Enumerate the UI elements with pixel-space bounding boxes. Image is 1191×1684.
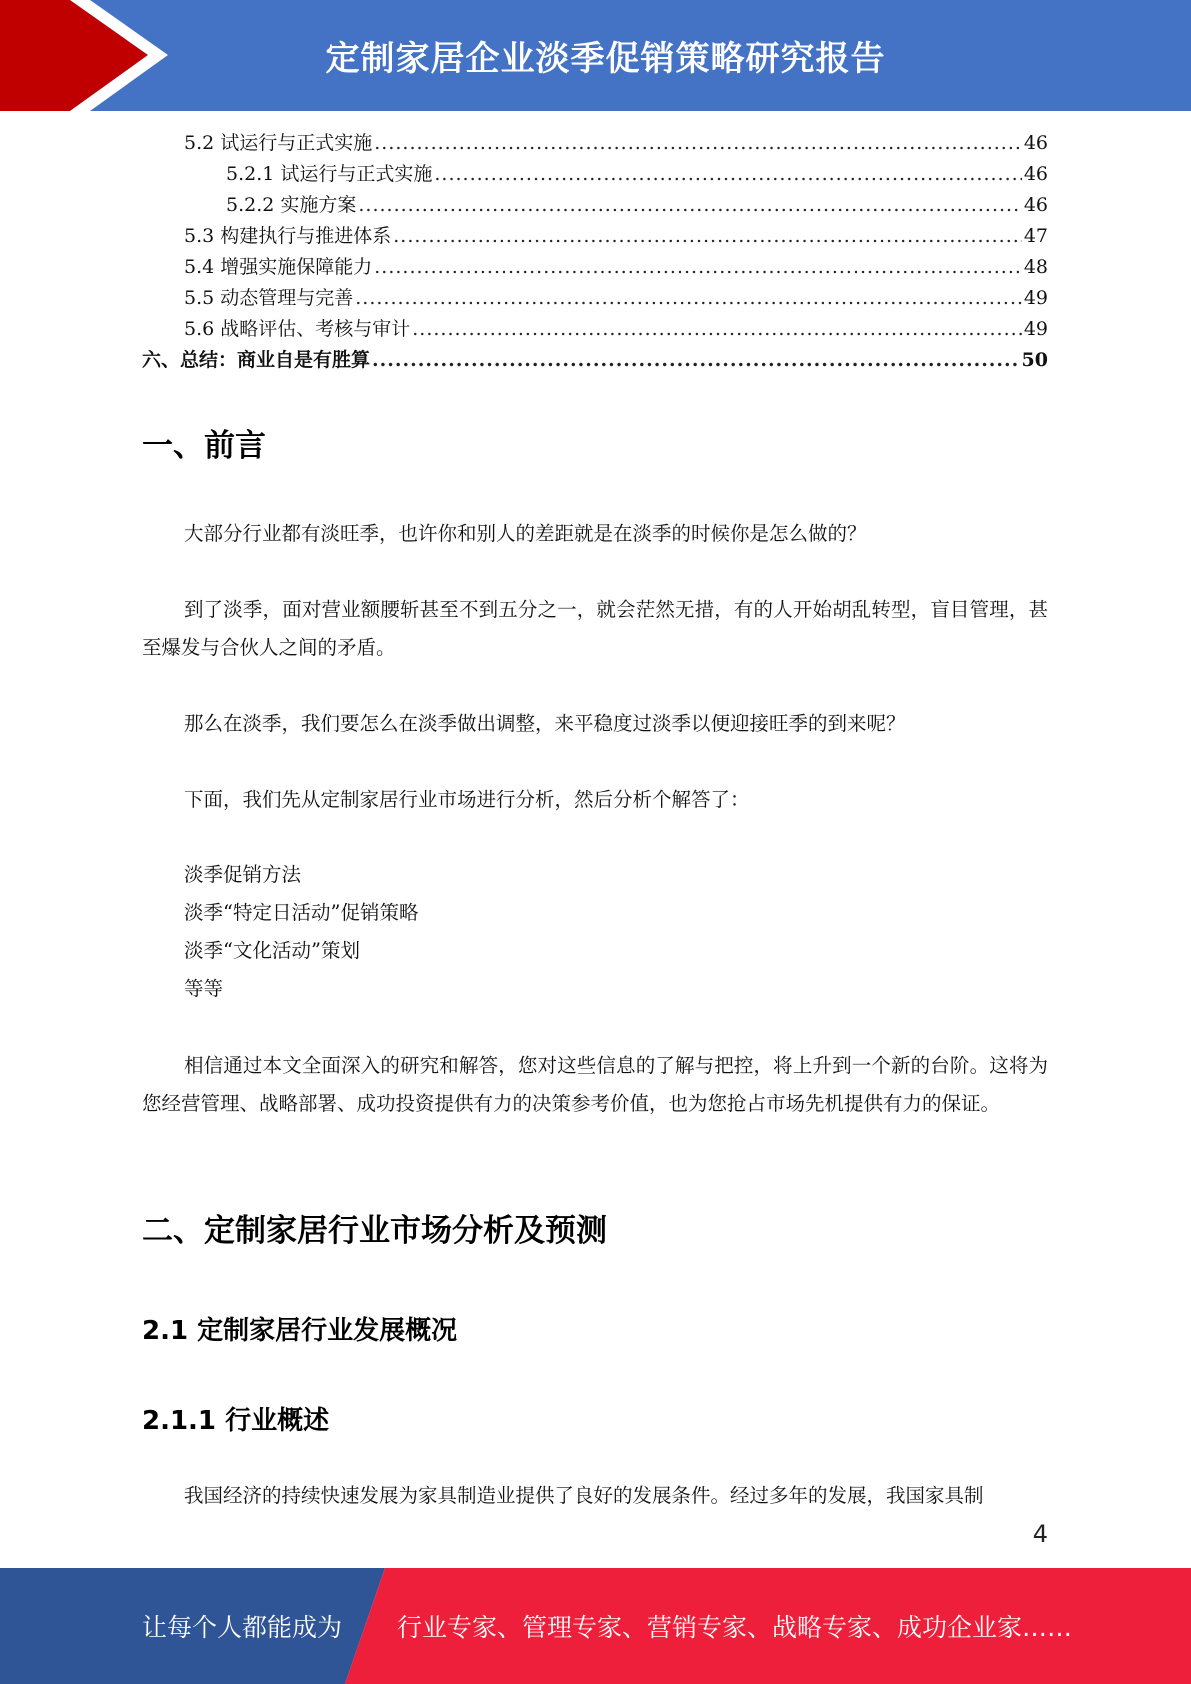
paragraph: 那么在淡季，我们要怎么在淡季做出调整，来平稳度过淡季以便迎接旺季的到来呢？ [184, 712, 906, 735]
toc-dot-leader [355, 283, 1022, 314]
section-heading-preface: 一、前言 [142, 428, 266, 464]
subsubsection-heading: 2.1.1 行业概述 [142, 1406, 330, 1436]
toc-entry[interactable] [142, 314, 1048, 345]
toc-entry-page: 47 [1023, 225, 1048, 247]
toc-entry[interactable] [142, 252, 1048, 283]
toc-entry-page: 49 [1023, 287, 1048, 309]
toc-entry-label: 5.6 战略评估、考核与审计 [184, 318, 411, 340]
footer-slogan-left: 让每个人都能成为 [142, 1613, 343, 1642]
toc-entry-label: 5.2.2 实施方案 [226, 194, 357, 216]
paragraph: 到了淡季，面对营业额腰斩甚至不到五分之一，就会茫然无措，有的人开始胡乱转型，盲目管理，甚至爆发与合伙人之间的矛盾。 [142, 598, 1048, 659]
toc-entry[interactable] [142, 128, 1048, 159]
toc-entry-page: 46 [1023, 194, 1048, 216]
paragraph: 相信通过本文全面深入的研究和解答，您对这些信息的了解与把控，将上升到一个新的台阶。这将为您经营管理、战略部署、成功投资提供有力的决策参考价值，也为您抢占市场先机提供有力的保证。 [142, 1054, 1048, 1115]
document-title: 定制家居企业淡季促销策略研究报告 [325, 39, 886, 79]
topic-list [184, 856, 1044, 1008]
footer-slogan-right: 行业专家、管理专家、营销专家、战略专家、成功企业家…… [397, 1613, 1073, 1642]
toc-dot-leader [393, 221, 1022, 252]
list-item: 等等 [184, 977, 224, 1000]
toc-entry-page: 46 [1023, 163, 1048, 185]
list-item: 淡季“特定日活动”促销策略 [184, 901, 419, 924]
toc-entry-label: 5.2 试运行与正式实施 [184, 132, 373, 154]
toc-dot-leader [412, 314, 1022, 345]
toc-dot-leader [374, 128, 1022, 159]
toc-dot-leader [372, 345, 1020, 376]
footer-banner [0, 1568, 1191, 1684]
toc-entry-label: 5.3 构建执行与推进体系 [184, 225, 392, 247]
paragraph: 大部分行业都有淡旺季，也许你和别人的差距就是在淡季的时候你是怎么做的？ [184, 522, 867, 545]
section-heading-market-analysis: 二、定制家居行业市场分析及预测 [142, 1213, 607, 1249]
toc-entry[interactable] [142, 283, 1048, 314]
toc-entry[interactable] [142, 190, 1048, 221]
toc-entry-label: 5.2.1 试运行与正式实施 [226, 163, 433, 185]
list-item: 淡季促销方法 [184, 863, 302, 886]
header-banner [0, 0, 1191, 111]
toc-entry-label: 5.5 动态管理与完善 [184, 287, 354, 309]
table-of-contents [142, 128, 1048, 376]
toc-entry[interactable] [142, 159, 1048, 190]
paragraph: 下面，我们先从定制家居行业市场进行分析，然后分析个解答了： [184, 788, 750, 811]
page-number: 4 [1032, 1520, 1048, 1548]
toc-entry-page: 49 [1023, 318, 1048, 340]
toc-entry-label: 六、总结：商业自是有胜算 [142, 349, 371, 371]
toc-entry-label: 5.4 增强实施保障能力 [184, 256, 373, 278]
toc-entry-page: 50 [1021, 349, 1048, 371]
subsection-heading: 2.1 定制家居行业发展概况 [142, 1316, 458, 1346]
toc-dot-leader [358, 190, 1021, 221]
toc-entry-page: 48 [1023, 256, 1048, 278]
toc-entry[interactable] [142, 345, 1048, 376]
paragraph: 我国经济的持续快速发展为家具制造业提供了良好的发展条件。经过多年的发展，我国家具制 [184, 1484, 984, 1507]
toc-dot-leader [434, 159, 1021, 190]
list-item: 淡季“文化活动”策划 [184, 939, 360, 962]
toc-entry[interactable] [142, 221, 1048, 252]
toc-dot-leader [374, 252, 1022, 283]
toc-entry-page: 46 [1023, 132, 1048, 154]
